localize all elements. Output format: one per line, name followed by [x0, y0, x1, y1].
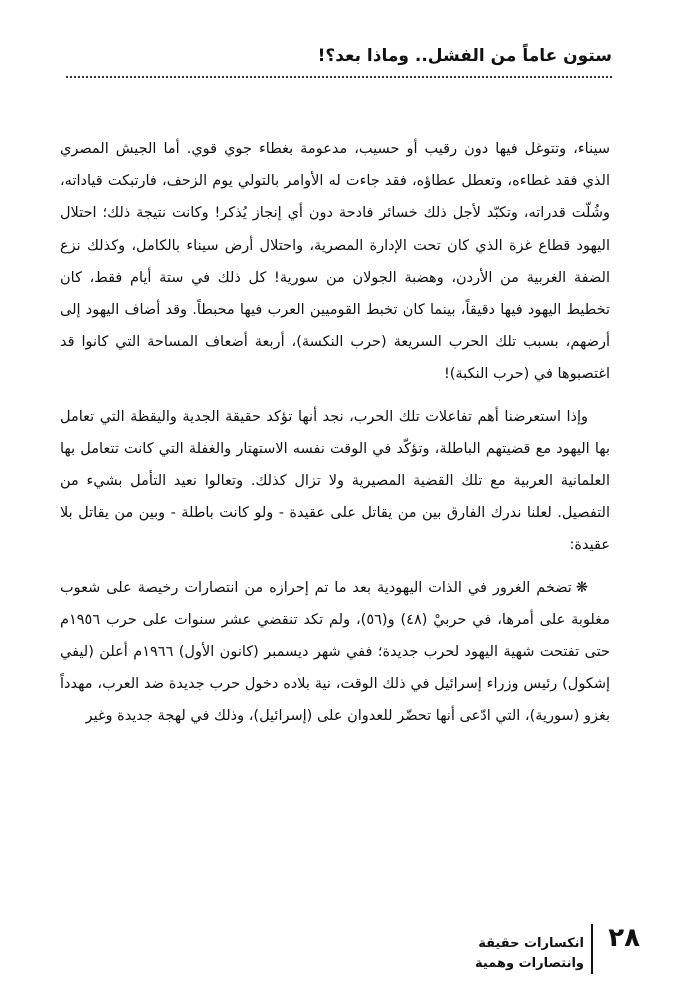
header-divider [66, 76, 612, 78]
paragraph-2: وإذا استعرضنا أهم تفاعلات تلك الحرب، نجد أنها تؤكد حقيقة الجدية واليقظة التي تعامل بها اليهود مع قضيتهم الباطلة، وتؤكّد في الوقت نفسه الاستهتار والغفلة التي كانت تتعامل بها العلمانية العربية مع تلك القضية المصيرية ولا تزال كذلك. وتعالوا نعيد التأمل بشيء من التفصيل. لعلنا ندرك الفارق بين من يقاتل على عقيدة - ولو كانت باطلة - وبين من يقاتل بلا عقيدة: [60, 408, 610, 554]
page-body [60, 133, 610, 733]
bullet-flower-icon: ❋ [575, 579, 588, 596]
running-header: ستون عاماً من الفشل.. وماذا بعد؟! [317, 46, 612, 66]
paragraph-3 [60, 572, 610, 733]
paragraph-1: سيناء، وتتوغل فيها دون رقيب أو حسيب، مدعومة بغطاء جوي قوي. أما الجيش المصري الذي فقد غطاءه، وتعطل عطاؤه، فقد جاءت له الأوامر بالتولي يوم الزحف، فارتبكت قياداته، وشُلّت قدراته، وتكبّد لأجل ذلك خسائر فادحة دون أي إنجاز يُذكر! وكانت نتيجة ذلك؛ احتلال اليهود قطاع غزة الذي كان تحت الإدارة المصرية، واحتلال أرض سيناء بالكامل، وكذلك نزع الضفة الغربية من الأردن، وهضبة الجولان من سورية! كل ذلك في ستة أيام فقط، كان تخطيط اليهود فيها دقيقاً، بينما كان تخبط القوميين العرب فيها محبطاً. وقد أضاف اليهود إلى أرضهم، بسبب تلك الحرب السريعة (حرب النكسة)، أربعة أضعاف المساحة التي كانوا قد اغتصبوها في (حرب النكبة)! [60, 141, 610, 383]
book-title-line-1: انكسارات حقيقة [478, 936, 584, 951]
footer-divider [591, 924, 593, 974]
page-number: ٢٨ [608, 923, 640, 953]
paragraph-3-text: تضخم الغرور في الذات اليهودية بعد ما تم إحرازه من انتصارات رخيصة على شعوب مغلوبة على أمرها، في حربيْ (٤٨) و(٥٦)، ولم تكد تنقضي عشر سنوات على حرب ١٩٥٦م حتى تفتحت شهية اليهود لحرب جديدة؛ ففي شهر ديسمبر (كانون الأول) ١٩٦٦م أعلن (ليفي إشكول) رئيس وزراء إسرائيل في ذلك الوقت، نية بلاده دخول حرب جديدة ضد العرب، مهدداً بغزو (سورية)، التي ادّعى أنها تحضّر للعدوان على (إسرائيل)، وذلك في لهجة جديدة وغير [60, 579, 610, 725]
book-title-line-2: وانتصارات وهمية [475, 956, 584, 971]
book-title [440, 934, 584, 974]
